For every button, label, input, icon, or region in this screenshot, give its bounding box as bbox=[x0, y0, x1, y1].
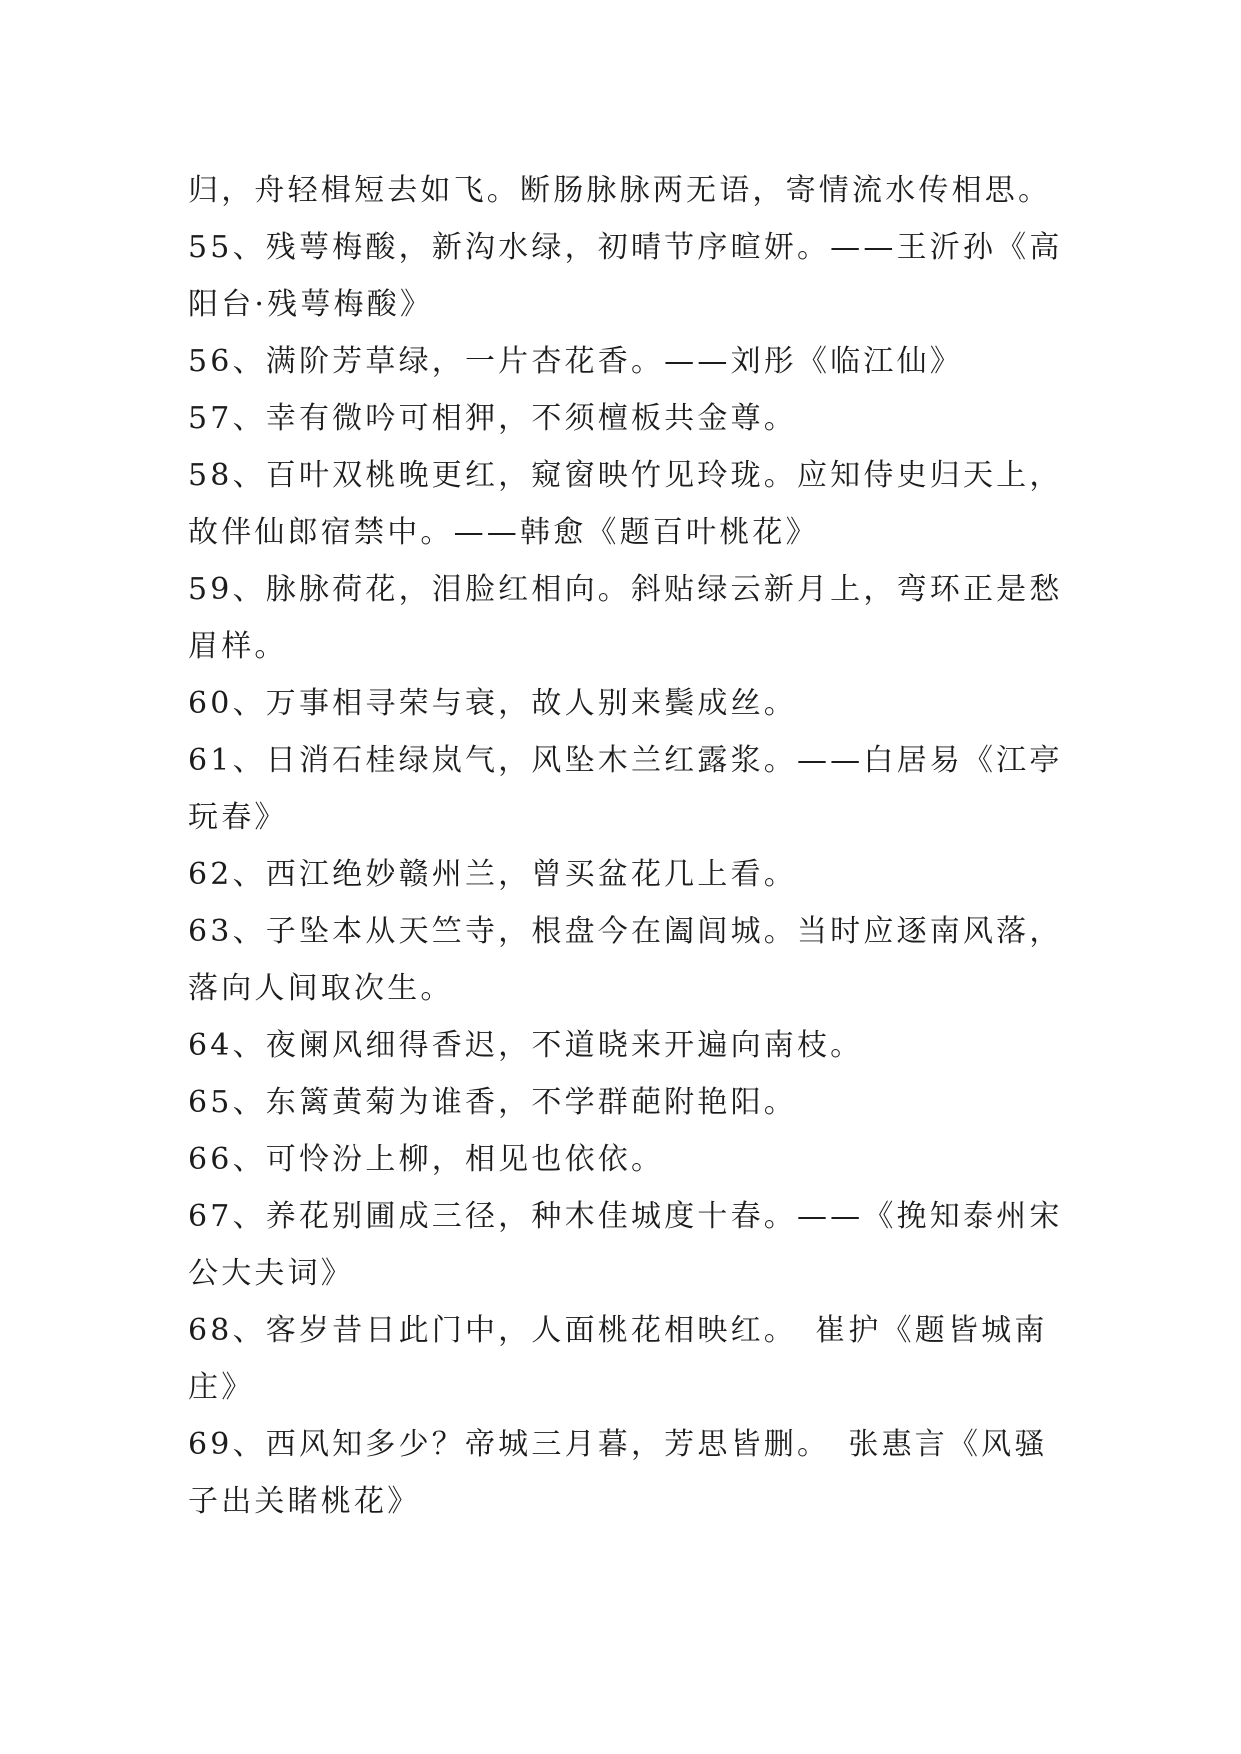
text-line: 61、日消石桂绿岚气，风坠木兰红露浆。——白居易《江亭 bbox=[188, 743, 1063, 778]
text-line: 落向人间取次生。 bbox=[188, 971, 454, 1006]
text-line: 66、可怜汾上柳，相见也依依。 bbox=[188, 1142, 665, 1177]
text-line: 57、幸有微吟可相狎，不须檀板共金尊。 bbox=[188, 401, 797, 436]
text-line: 阳台·残萼梅酸》 bbox=[188, 287, 434, 322]
text-line: 63、子坠本从天竺寺，根盘今在阖闾城。当时应逐南风落， bbox=[188, 914, 1063, 949]
text-line: 公大夫词》 bbox=[188, 1256, 354, 1291]
text-line: 67、养花别圃成三径，种木佳城度十春。——《挽知泰州宋 bbox=[188, 1199, 1063, 1234]
text-line: 庄》 bbox=[188, 1370, 255, 1405]
text-line: 玩春》 bbox=[188, 800, 288, 835]
text-line: 59、脉脉荷花，泪脸红相向。斜贴绿云新月上，弯环正是愁 bbox=[188, 572, 1063, 607]
text-line: 64、夜阑风细得香迟，不道晓来开遍向南枝。 bbox=[188, 1028, 864, 1063]
text-line: 69、西风知多少？帝城三月暮，芳思皆删。 张惠言《风骚 bbox=[188, 1427, 1048, 1462]
text-line: 58、百叶双桃晚更红，窥窗映竹见玲珑。应知侍史归天上， bbox=[188, 458, 1063, 493]
text-line: 眉样。 bbox=[188, 629, 288, 664]
text-line: 62、西江绝妙赣州兰，曾买盆花几上看。 bbox=[188, 857, 797, 892]
text-line: 归，舟轻楫短去如飞。断肠脉脉两无语，寄情流水传相思。 bbox=[188, 173, 1052, 208]
document-body bbox=[188, 162, 1088, 1530]
text-line: 65、东篱黄菊为谁香，不学群葩附艳阳。 bbox=[188, 1085, 797, 1120]
text-line: 子出关睹桃花》 bbox=[188, 1484, 421, 1519]
text-line: 60、万事相寻荣与衰，故人别来鬓成丝。 bbox=[188, 686, 797, 721]
text-line: 故伴仙郎宿禁中。——韩愈《题百叶桃花》 bbox=[188, 515, 819, 550]
text-line: 55、残萼梅酸，新沟水绿，初晴节序暄妍。——王沂孙《高 bbox=[188, 230, 1063, 265]
text-line: 56、满阶芳草绿，一片杏花香。——刘彤《临江仙》 bbox=[188, 344, 963, 379]
text-line: 68、客岁昔日此门中，人面桃花相映红。 崔护《题皆城南 bbox=[188, 1313, 1048, 1348]
